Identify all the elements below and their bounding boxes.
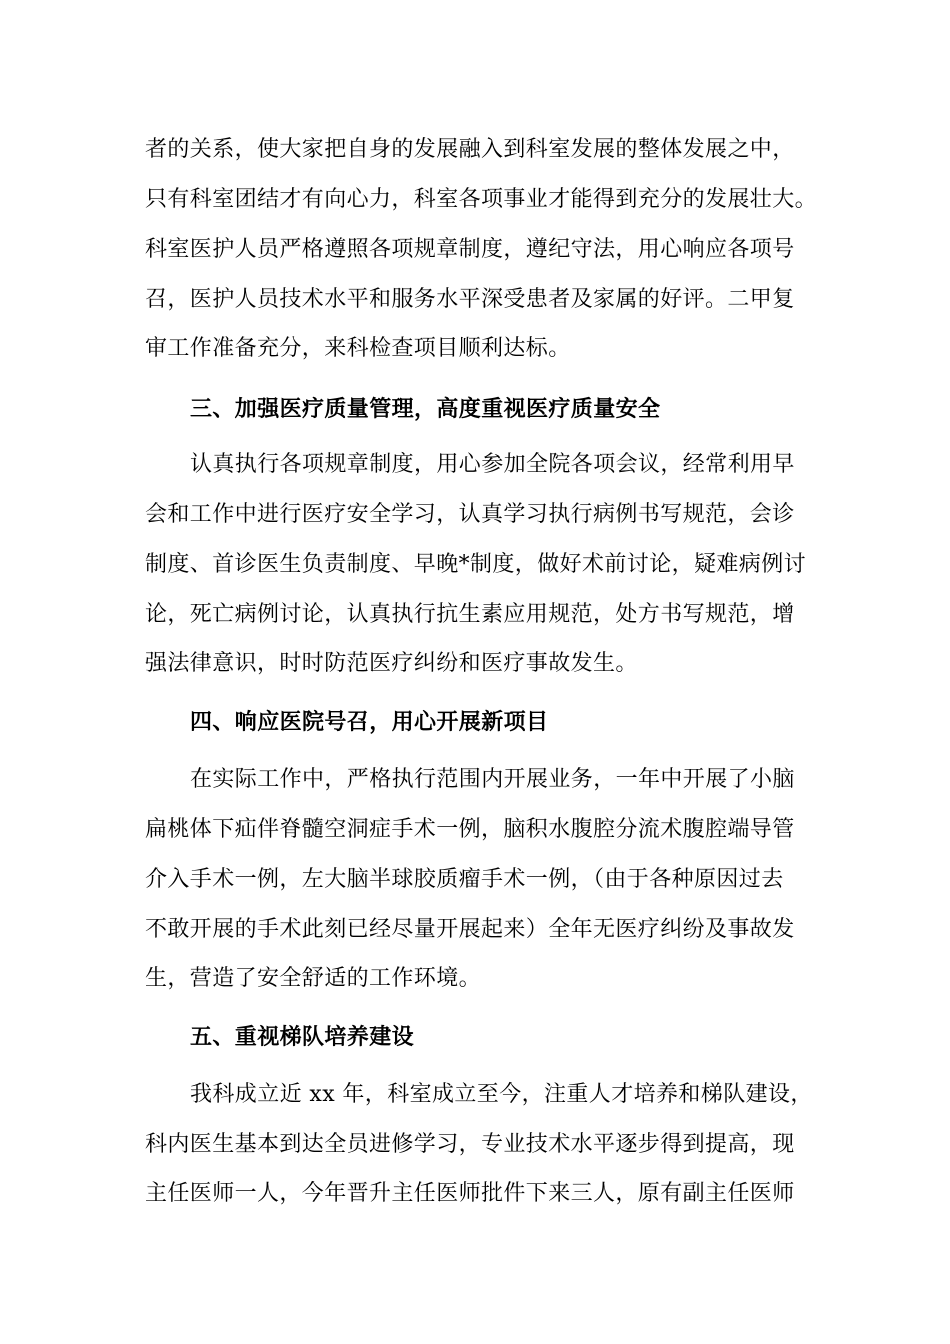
paragraph-line: 主任医师一人，今年晋升主任医师批件下来三人，原有副主任医师 <box>145 1181 795 1206</box>
section-heading: 四、响应医院号召，用心开展新项目 <box>190 710 549 735</box>
paragraph-line: 强法律意识，时时防范医疗纠纷和医疗事故发生。 <box>145 651 638 676</box>
paragraph-line: 科内医生基本到达全员进修学习，专业技术水平逐步得到提高，现 <box>145 1132 795 1157</box>
paragraph-line: 扁桃体下疝伴脊髓空洞症手术一例，脑积水腹腔分流术腹腔端导管 <box>145 817 795 842</box>
paragraph-line: 科室医护人员严格遵照各项规章制度，遵纪守法，用心响应各项号 <box>145 237 795 262</box>
paragraph-line: 会和工作中进行医疗安全学习，认真学习执行病例书写规范，会诊 <box>145 502 795 527</box>
section-heading: 五、重视梯队培养建设 <box>190 1025 415 1050</box>
paragraph-line: 我科成立近 xx 年，科室成立至今，注重人才培养和梯队建设， <box>190 1082 813 1107</box>
paragraph-line: 介入手术一例，左大脑半球胶质瘤手术一例，（由于各种原因过去 <box>145 867 784 892</box>
paragraph-line: 不敢开展的手术此刻已经尽量开展起来）全年无医疗纠纷及事故发 <box>145 917 795 942</box>
paragraph-line: 认真执行各项规章制度，用心参加全院各项会议，经常利用早 <box>190 452 795 477</box>
paragraph-line: 论，死亡病例讨论，认真执行抗生素应用规范，处方书写规范，增 <box>145 602 795 627</box>
paragraph-line: 在实际工作中，严格执行范围内开展业务，一年中开展了小脑 <box>190 767 795 792</box>
paragraph-line: 召，医护人员技术水平和服务水平深受患者及家属的好评。二甲复 <box>145 287 795 312</box>
paragraph-line: 审工作准备充分，来科检查项目顺利达标。 <box>145 336 571 361</box>
paragraph-line: 制度、首诊医生负责制度、早晚*制度，做好术前讨论，疑难病例讨 <box>145 552 807 577</box>
paragraph-line: 生，营造了安全舒适的工作环境。 <box>145 966 482 991</box>
paragraph-line: 只有科室团结才有向心力，科室各项事业才能得到充分的发展壮大。 <box>145 187 818 212</box>
paragraph-line: 者的关系，使大家把自身的发展融入到科室发展的整体发展之中， <box>145 137 795 162</box>
section-heading: 三、加强医疗质量管理，高度重视医疗质量安全 <box>190 397 661 422</box>
